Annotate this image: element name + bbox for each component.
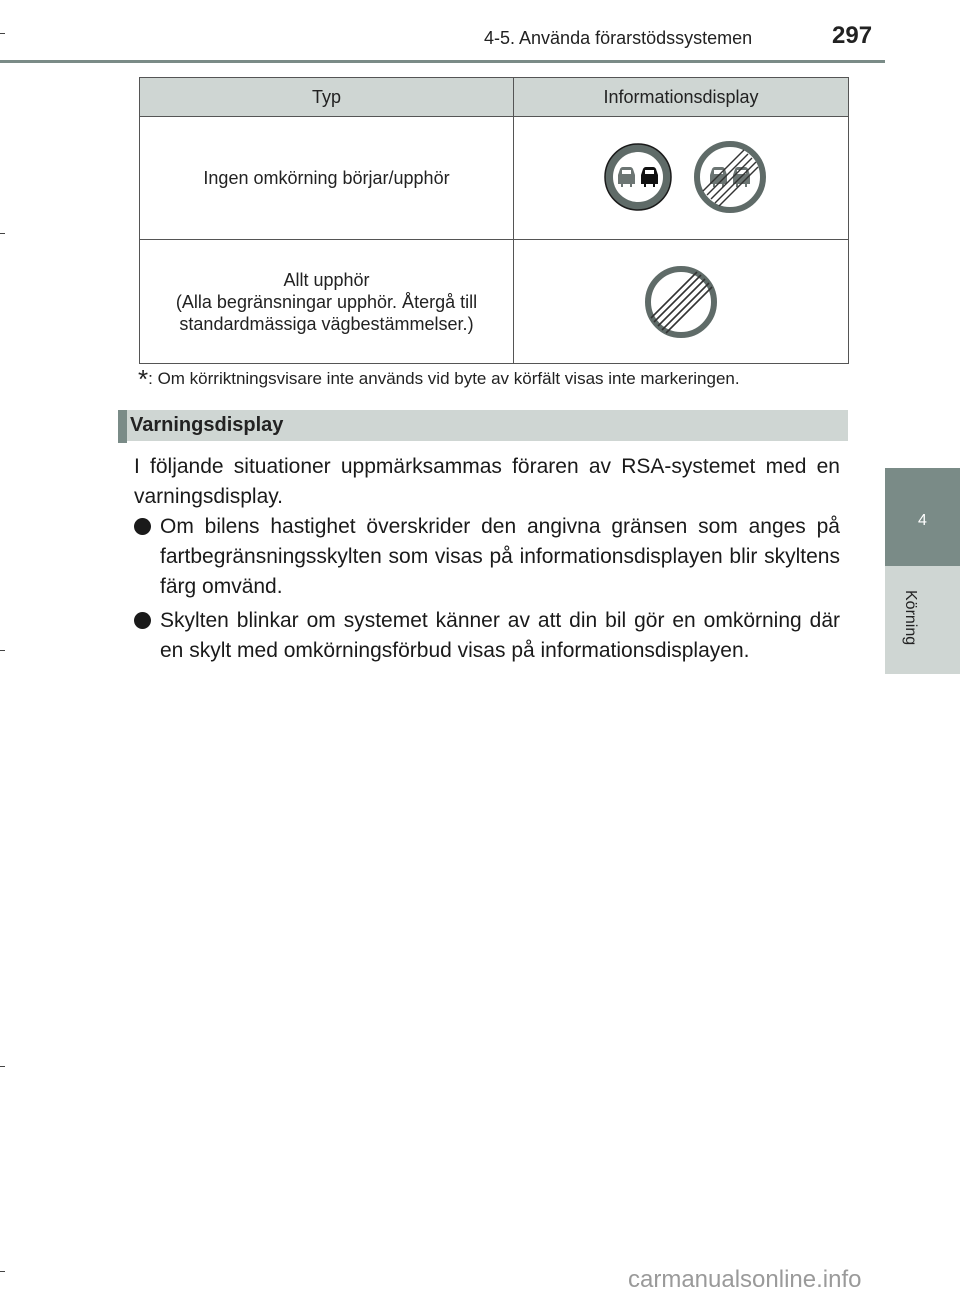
crop-mark bbox=[0, 233, 5, 234]
table-footnote bbox=[138, 364, 740, 395]
footnote-marker: * bbox=[138, 364, 149, 394]
bullet-icon bbox=[134, 612, 151, 629]
watermark: carmanualsonline.info bbox=[628, 1266, 862, 1293]
table-row bbox=[140, 117, 849, 240]
table-header-row bbox=[140, 78, 849, 117]
footnote-text: : Om körriktningsvisare inte används vid byte av körfält visas inte markeringen. bbox=[148, 369, 740, 388]
sign-pair bbox=[514, 117, 849, 234]
list-item-text: Skylten blinkar om systemet känner av att din bil gör en omkörning där en skylt med omkörningsförbud visas på informationsdisplayen. bbox=[160, 609, 840, 662]
type-label: Ingen omkörning börjar/upphör bbox=[203, 168, 450, 188]
type-label-detail: standardmässiga vägbestämmelser.) bbox=[179, 313, 474, 334]
crop-mark bbox=[0, 1271, 5, 1272]
chapter-number: 4 bbox=[918, 512, 927, 529]
running-header: 4-5. Använda förarstödssystemen bbox=[484, 28, 753, 48]
column-header-type: Typ bbox=[140, 78, 514, 117]
type-cell bbox=[140, 117, 514, 240]
list-item bbox=[134, 606, 840, 666]
sign-type-table bbox=[139, 77, 849, 364]
section-heading: Varningsdisplay bbox=[130, 414, 284, 436]
table-row bbox=[140, 240, 849, 364]
list-item bbox=[134, 512, 840, 602]
section-heading-accent bbox=[118, 410, 127, 443]
bullet-icon bbox=[134, 518, 151, 535]
crop-mark bbox=[0, 33, 5, 34]
type-cell bbox=[140, 240, 514, 364]
no-overtaking-sign-icon bbox=[605, 144, 671, 210]
sign-single bbox=[514, 240, 849, 358]
crop-mark bbox=[0, 1066, 5, 1067]
crop-mark bbox=[0, 650, 5, 651]
chapter-name: Körning bbox=[902, 590, 919, 646]
header-rule bbox=[0, 60, 885, 63]
end-of-all-restrictions-sign-icon bbox=[648, 269, 714, 335]
page-number: 297 bbox=[832, 22, 873, 49]
display-cell bbox=[514, 117, 849, 240]
type-label: Allt upphör bbox=[283, 269, 370, 290]
column-header-display: Informationsdisplay bbox=[514, 78, 849, 117]
list-item-text: Om bilens hastighet överskrider den angivna gränsen som anges på fartbegränsningsskylten som visas på informationsdisplayen blir skyltens färg omvänd. bbox=[160, 515, 840, 598]
display-cell bbox=[514, 240, 849, 364]
intro-paragraph: I följande situationer uppmärksammas föraren av RSA-systemet med en varningsdisplay. bbox=[134, 455, 840, 508]
type-label-detail: (Alla begränsningar upphör. Återgå till bbox=[175, 291, 478, 312]
end-of-no-overtaking-sign-icon bbox=[697, 144, 763, 210]
